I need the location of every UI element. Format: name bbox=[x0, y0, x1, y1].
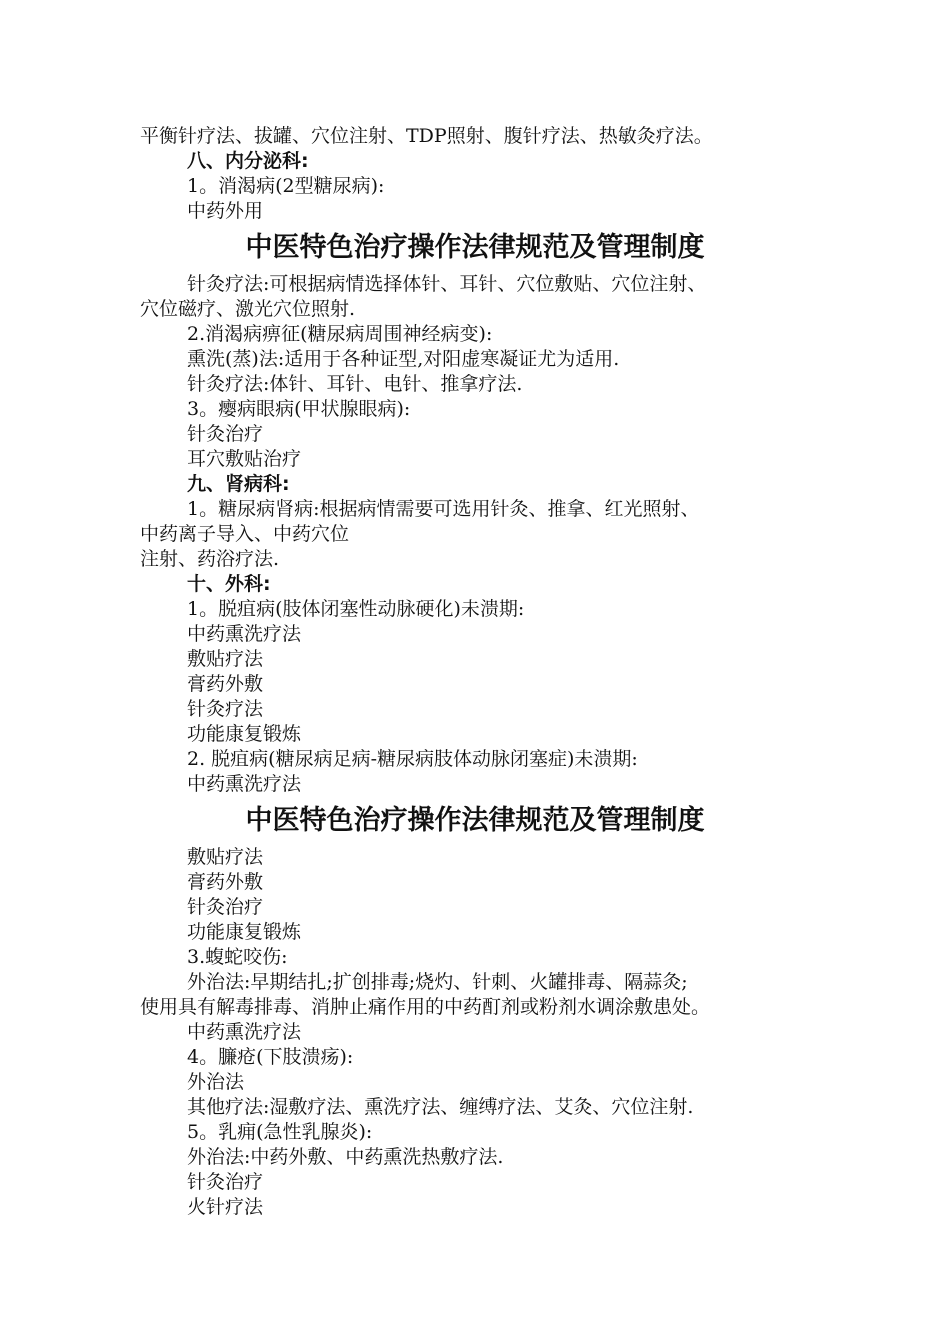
text-line: 敷贴疗法 bbox=[187, 648, 264, 670]
page-header-title-2: 中医特色治疗操作法律规范及管理制度 bbox=[245, 805, 705, 836]
text-line: 5。乳痈(急性乳腺炎): bbox=[187, 1121, 373, 1143]
text-line: 中药离子导入、中药穴位 bbox=[140, 523, 350, 545]
text-line: 膏药外敷 bbox=[187, 871, 264, 893]
text-line: 2. 脱疽病(糖尿病足病-糖尿病肢体动脉闭塞症)未溃期: bbox=[187, 748, 638, 770]
text-line: 针灸治疗 bbox=[187, 1171, 264, 1193]
text-line: 敷贴疗法 bbox=[187, 846, 264, 868]
text-line: 中药熏洗疗法 bbox=[187, 623, 302, 645]
document-body bbox=[140, 124, 820, 1220]
text-line: 针灸疗法 bbox=[187, 698, 264, 720]
text-line: 其他疗法:湿敷疗法、熏洗疗法、缠缚疗法、艾灸、穴位注射. bbox=[187, 1096, 694, 1118]
text-line: 1。脱疽病(肢体闭塞性动脉硬化)未溃期: bbox=[187, 598, 525, 620]
text-line: 耳穴敷贴治疗 bbox=[187, 448, 302, 470]
section-1 bbox=[140, 124, 820, 224]
text-line: 穴位磁疗、激光穴位照射. bbox=[140, 298, 356, 320]
text-line: 中药熏洗疗法 bbox=[187, 773, 302, 795]
text-line: 中药熏洗疗法 bbox=[187, 1021, 302, 1043]
text-line: 3.蝮蛇咬伤: bbox=[187, 946, 288, 968]
text-line: 外治法:早期结扎;扩创排毒;烧灼、针刺、火罐排毒、隔蒜灸; bbox=[187, 971, 688, 993]
text-line: 膏药外敷 bbox=[187, 673, 264, 695]
section-heading: 十、外科: bbox=[187, 573, 271, 595]
text-line: 针灸疗法:可根据病情选择体针、耳针、穴位敷贴、穴位注射、 bbox=[187, 273, 707, 295]
text-line: 3。瘿病眼病(甲状腺眼病): bbox=[187, 398, 411, 420]
section-2 bbox=[140, 272, 820, 797]
text-line: 功能康复锻炼 bbox=[187, 723, 302, 745]
text-line: 中药外用 bbox=[187, 200, 264, 222]
text-line: 4。臁疮(下肢溃疡): bbox=[187, 1046, 354, 1068]
section-heading: 八、内分泌科: bbox=[187, 150, 309, 172]
text-line: 针灸疗法:体针、耳针、电针、推拿疗法. bbox=[187, 373, 523, 395]
text-line: 1。糖尿病肾病:根据病情需要可选用针灸、推拿、红光照射、 bbox=[187, 498, 700, 520]
text-line: 2.消渴病痹征(糖尿病周围神经病变): bbox=[187, 323, 493, 345]
text-line: 针灸治疗 bbox=[187, 896, 264, 918]
text-line: 功能康复锻炼 bbox=[187, 921, 302, 943]
text-line: 针灸治疗 bbox=[187, 423, 264, 445]
text-line: 平衡针疗法、拔罐、穴位注射、TDP照射、腹针疗法、热敏灸疗法。 bbox=[140, 125, 713, 147]
text-line: 1。消渴病(2型糖尿病): bbox=[187, 175, 385, 197]
text-line: 注射、药浴疗法. bbox=[140, 548, 280, 570]
text-line: 火针疗法 bbox=[187, 1196, 264, 1218]
page-header-title-1: 中医特色治疗操作法律规范及管理制度 bbox=[245, 232, 705, 263]
text-line: 熏洗(蒸)法:适用于各种证型,对阳虚寒凝证尤为适用. bbox=[187, 348, 620, 370]
text-line: 外治法:中药外敷、中药熏洗热敷疗法. bbox=[187, 1146, 504, 1168]
text-line: 使用具有解毒排毒、消肿止痛作用的中药酊剂或粉剂水调涂敷患处。 bbox=[140, 996, 711, 1018]
section-heading: 九、肾病科: bbox=[187, 473, 290, 495]
text-line: 外治法 bbox=[187, 1071, 245, 1093]
section-3 bbox=[140, 845, 820, 1220]
